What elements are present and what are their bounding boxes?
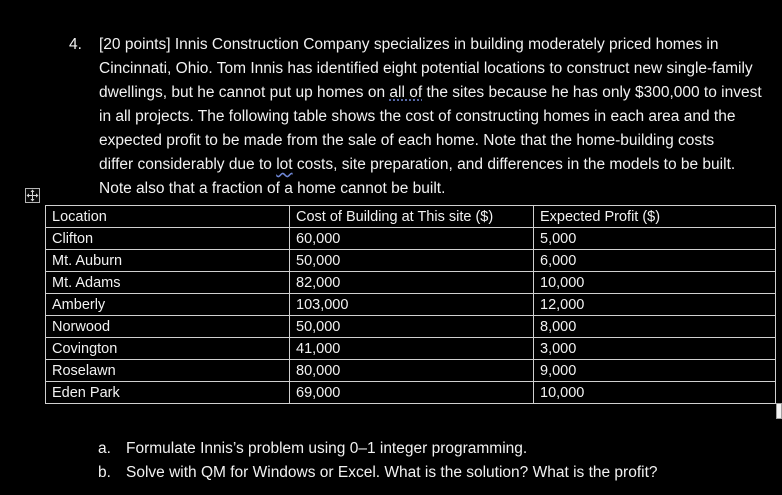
table-row xyxy=(46,294,776,316)
cell-location: Eden Park xyxy=(46,382,290,404)
cell-location: Mt. Auburn xyxy=(46,250,290,272)
cell-cost: 82,000 xyxy=(290,272,534,294)
table-resize-handle[interactable] xyxy=(776,403,782,419)
move-arrows-icon xyxy=(26,189,39,202)
subpart-label: a. xyxy=(98,440,111,457)
cell-location: Roselawn xyxy=(46,360,290,382)
problem-number: 4. xyxy=(69,36,82,53)
cell-location: Amberly xyxy=(46,294,290,316)
table-row xyxy=(46,250,776,272)
cell-profit: 3,000 xyxy=(534,338,776,360)
table-row xyxy=(46,272,776,294)
cell-location: Covington xyxy=(46,338,290,360)
cell-profit: 10,000 xyxy=(534,382,776,404)
table-row xyxy=(46,360,776,382)
header-cost: Cost of Building at This site ($) xyxy=(290,206,534,228)
subparts-list xyxy=(98,437,658,485)
cell-cost: 69,000 xyxy=(290,382,534,404)
table-header-row xyxy=(46,206,776,228)
cell-cost: 80,000 xyxy=(290,360,534,382)
cell-cost: 41,000 xyxy=(290,338,534,360)
problem-text-end: costs, site preparation, and differences in the models to be built. Note also that a fraction of a home cannot be built. xyxy=(99,156,736,197)
problem-text xyxy=(99,33,781,201)
cell-profit: 12,000 xyxy=(534,294,776,316)
table-move-handle[interactable] xyxy=(25,188,40,203)
subpart-b xyxy=(98,461,658,485)
subpart-a xyxy=(98,437,658,461)
header-location: Location xyxy=(46,206,290,228)
cell-profit: 9,000 xyxy=(534,360,776,382)
cell-profit: 5,000 xyxy=(534,228,776,250)
subpart-label: b. xyxy=(98,464,111,481)
table-row xyxy=(46,338,776,360)
table-row xyxy=(46,228,776,250)
cell-location: Clifton xyxy=(46,228,290,250)
cell-profit: 6,000 xyxy=(534,250,776,272)
problem-text-start: [20 points] Innis Construction Company specializes in building moderately priced homes in Cincinnati, Ohio. Tom Innis has identified eight potential locations to construct new single-family dwellings, but he cannot put up homes on xyxy=(99,36,753,101)
cell-profit: 8,000 xyxy=(534,316,776,338)
problem-statement xyxy=(69,33,781,201)
cell-cost: 103,000 xyxy=(290,294,534,316)
cell-location: Mt. Adams xyxy=(46,272,290,294)
cost-profit-table xyxy=(45,205,776,404)
subpart-text: Formulate Innis’s problem using 0–1 integer programming. xyxy=(126,440,528,457)
cell-cost: 50,000 xyxy=(290,250,534,272)
spelling-flag-lot[interactable]: lot xyxy=(276,156,293,173)
cell-profit: 10,000 xyxy=(534,272,776,294)
cell-cost: 50,000 xyxy=(290,316,534,338)
grammar-flag-all-of[interactable]: all of xyxy=(389,84,423,101)
cell-location: Norwood xyxy=(46,316,290,338)
header-profit: Expected Profit ($) xyxy=(534,206,776,228)
problem-text-middle: the sites because he has only $300,000 to invest in all projects. The following table shows the cost of constructing homes in each area and the expected profit to be made from the sale of each home. Note that the home-building costs differ considerably due to xyxy=(99,84,762,173)
table-row xyxy=(46,382,776,404)
subpart-text: Solve with QM for Windows or Excel. What is the solution? What is the profit? xyxy=(126,464,658,481)
cell-cost: 60,000 xyxy=(290,228,534,250)
table-row xyxy=(46,316,776,338)
